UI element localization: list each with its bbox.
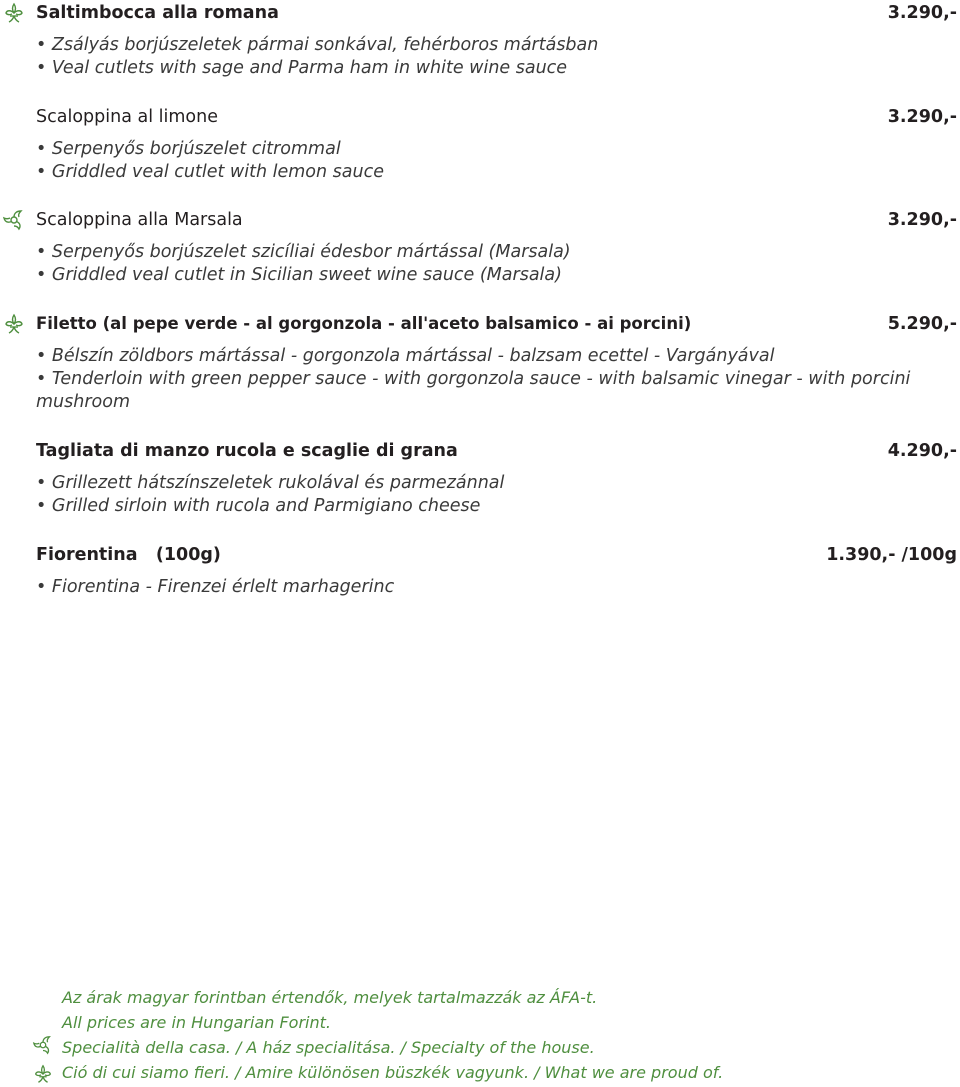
menu-item xyxy=(0,104,960,184)
trinacria-icon xyxy=(32,1034,54,1056)
dish-name: Scaloppina alla Marsala xyxy=(36,210,243,230)
dish-description xyxy=(36,345,916,414)
dish-description xyxy=(36,576,916,599)
description-line: • Grillezett hátszínszeletek rukolával és parmezánnal xyxy=(36,473,505,493)
description-line: • Serpenyős borjúszelet citrommal xyxy=(36,139,341,159)
description-line: • Grilled sirloin with rucola and Parmigiano cheese xyxy=(36,496,481,516)
fleur-icon xyxy=(2,1,26,25)
dish-name: Saltimbocca alla romana xyxy=(36,3,279,23)
dish-price: 5.290,- xyxy=(887,314,957,334)
dish-name: Tagliata di manzo rucola e scaglie di grana xyxy=(36,441,458,461)
menu-item xyxy=(0,438,960,518)
dish-name: Fiorentina (100g) xyxy=(36,545,221,565)
description-line: • Bélszín zöldbors mártással - gorgonzola mártással - balzsam ecettel - Vargányával xyxy=(36,346,775,366)
fleur-icon xyxy=(32,1063,54,1085)
dish-name: Filetto (al pepe verde - al gorgonzola - all'aceto balsamico - ai porcini) xyxy=(36,314,692,333)
description-line: • Tenderloin with green pepper sauce - with gorgonzola sauce - with balsamic vinegar - with porcini mushroom xyxy=(36,369,911,412)
footer-line: Ció di cui siamo fieri. / Amire különösen büszkék vagyunk. / What we are proud of. xyxy=(62,1063,724,1082)
footer-line: Specialità della casa. / A ház specialitása. / Specialty of the house. xyxy=(62,1038,595,1057)
dish-price: 4.290,- xyxy=(887,441,957,461)
dish-name: Scaloppina al limone xyxy=(36,107,218,127)
menu-item xyxy=(0,311,960,414)
dish-description xyxy=(36,138,916,184)
description-line: • Griddled veal cutlet with lemon sauce xyxy=(36,162,384,182)
dish-description xyxy=(36,472,916,518)
dish-description xyxy=(36,241,916,287)
dish-price: 3.290,- xyxy=(887,107,957,127)
fleur-icon xyxy=(2,312,26,336)
price-notes xyxy=(62,985,723,1085)
trinacria-icon xyxy=(2,208,26,232)
footer-line: All prices are in Hungarian Forint. xyxy=(62,1013,331,1032)
menu-item xyxy=(0,542,960,599)
description-line: • Veal cutlets with sage and Parma ham in white wine sauce xyxy=(36,58,568,78)
description-line: • Griddled veal cutlet in Sicilian sweet wine sauce (Marsala) xyxy=(36,265,562,285)
dish-price: 3.290,- xyxy=(887,3,957,23)
description-line: • Zsályás borjúszeletek pármai sonkával, fehérboros mártásban xyxy=(36,35,599,55)
menu-item xyxy=(0,0,960,80)
description-line: • Serpenyős borjúszelet szicíliai édesbor mártással (Marsala) xyxy=(36,242,571,262)
footer-line: Az árak magyar forintban értendők, melyek tartalmazzák az ÁFA-t. xyxy=(62,988,598,1007)
dish-price: 3.290,- xyxy=(887,210,957,230)
dish-description xyxy=(36,34,916,80)
description-line: • Fiorentina - Firenzei érlelt marhagerinc xyxy=(36,577,395,597)
dish-price: 1.390,- /100g xyxy=(826,545,957,565)
menu-item xyxy=(0,207,960,287)
